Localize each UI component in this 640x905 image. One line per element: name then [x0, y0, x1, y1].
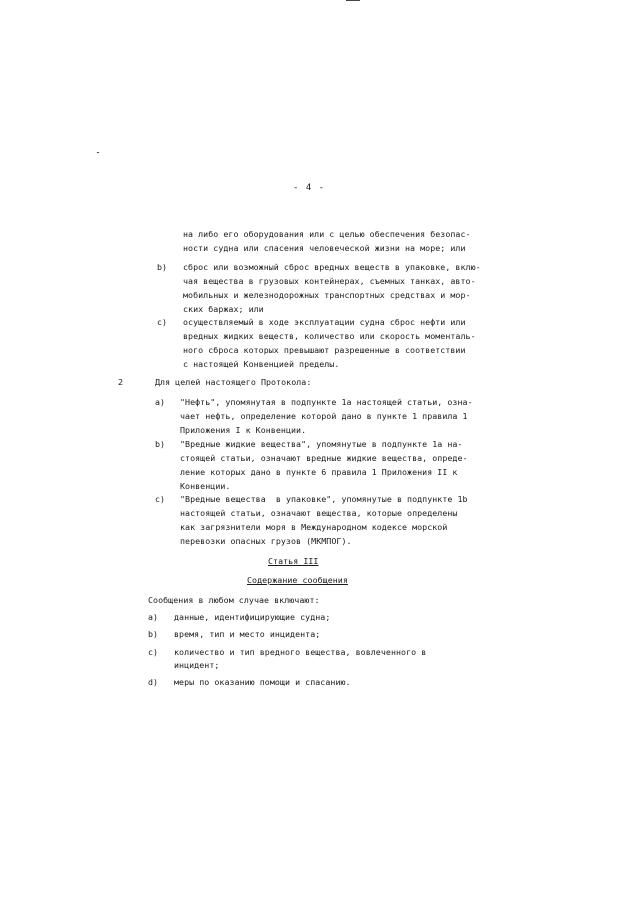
continuation-line: на либо его оборудования или с целью обеспечения безопас- [183, 229, 471, 239]
item-line: настоящей статьи, означают вещества, которые определены [180, 508, 458, 518]
item-label: b) [155, 439, 165, 449]
item-label: c) [155, 494, 165, 504]
item-line: ских баржах; или [183, 304, 264, 314]
continuation-line: ности судна или спасения человеческой жизни на море; или [183, 243, 466, 253]
list-item-text: время, тип и место инцидента; [174, 629, 321, 639]
item-line: с настоящей Конвенцией пределы. [183, 359, 340, 369]
list-item-label: d) [148, 677, 158, 687]
paragraph-number: 2 [118, 377, 123, 387]
item-line: ного сброса которых превышают разрешенные в соответствии [183, 345, 466, 355]
list-item-label: c) [148, 647, 158, 657]
item-label: a) [155, 397, 165, 407]
list-intro: Сообщения в любом случае включают: [148, 595, 320, 605]
scan-mark-top [346, 0, 360, 1]
scan-mark-left [97, 152, 99, 153]
list-item-text: инцидент; [174, 660, 220, 670]
list-item-label: a) [148, 612, 158, 622]
list-item-text: меры по оказанию помощи и спасанию. [174, 677, 351, 687]
item-line: как загрязнители моря в Международном кодексе морской [180, 522, 448, 532]
item-line: ление которых дано в пункте 6 правила 1 Приложения II к [180, 467, 458, 477]
item-label: c) [157, 317, 167, 327]
item-line: чая вещества в грузовых контейнерах, съемных танках, авто- [183, 276, 476, 286]
item-line: Приложения I к Конвенции. [180, 425, 307, 435]
item-line: перевозки опасных грузов (МКМПОГ). [180, 536, 352, 546]
list-item-label: b) [148, 629, 158, 639]
page-number: - 4 - [293, 183, 326, 193]
item-line: осуществляемый в ходе эксплуатации судна сброс нефти или [183, 317, 466, 327]
paragraph-text: Для целей настоящего Протокола: [155, 377, 312, 387]
item-line: Конвенции. [180, 481, 231, 491]
item-line: мобильных и железнодорожных транспортных средствах и мор- [183, 290, 471, 300]
article-subtitle: Содержание сообщения [247, 575, 348, 585]
article-title: Статья III [268, 556, 319, 566]
item-line: "Вредные вещества в упаковке", упомянутые в подпункте 1b [180, 494, 468, 504]
item-line: "Вредные жидкие вещества", упомянутые в подпункте 1a на- [180, 439, 463, 449]
item-line: "Нефть", упомянутая в подпункте 1a настоящей статьи, озна- [180, 397, 473, 407]
item-line: вредных жидких веществ, количество или скорость моменталь- [183, 331, 476, 341]
list-item-text: количество и тип вредного вещества, вовлеченного в [174, 647, 427, 657]
list-item-text: данные, идентифицирующие судна; [174, 612, 331, 622]
item-line: стоящей статьи, означают вредные жидкие вещества, опреде- [180, 453, 468, 463]
item-label: b) [157, 262, 167, 272]
item-line: чает нефть, определение которой дано в пункте 1 правила 1 [180, 411, 468, 421]
item-line: сброс или возможный сброс вредных веществ в упаковке, вклю- [183, 262, 481, 272]
